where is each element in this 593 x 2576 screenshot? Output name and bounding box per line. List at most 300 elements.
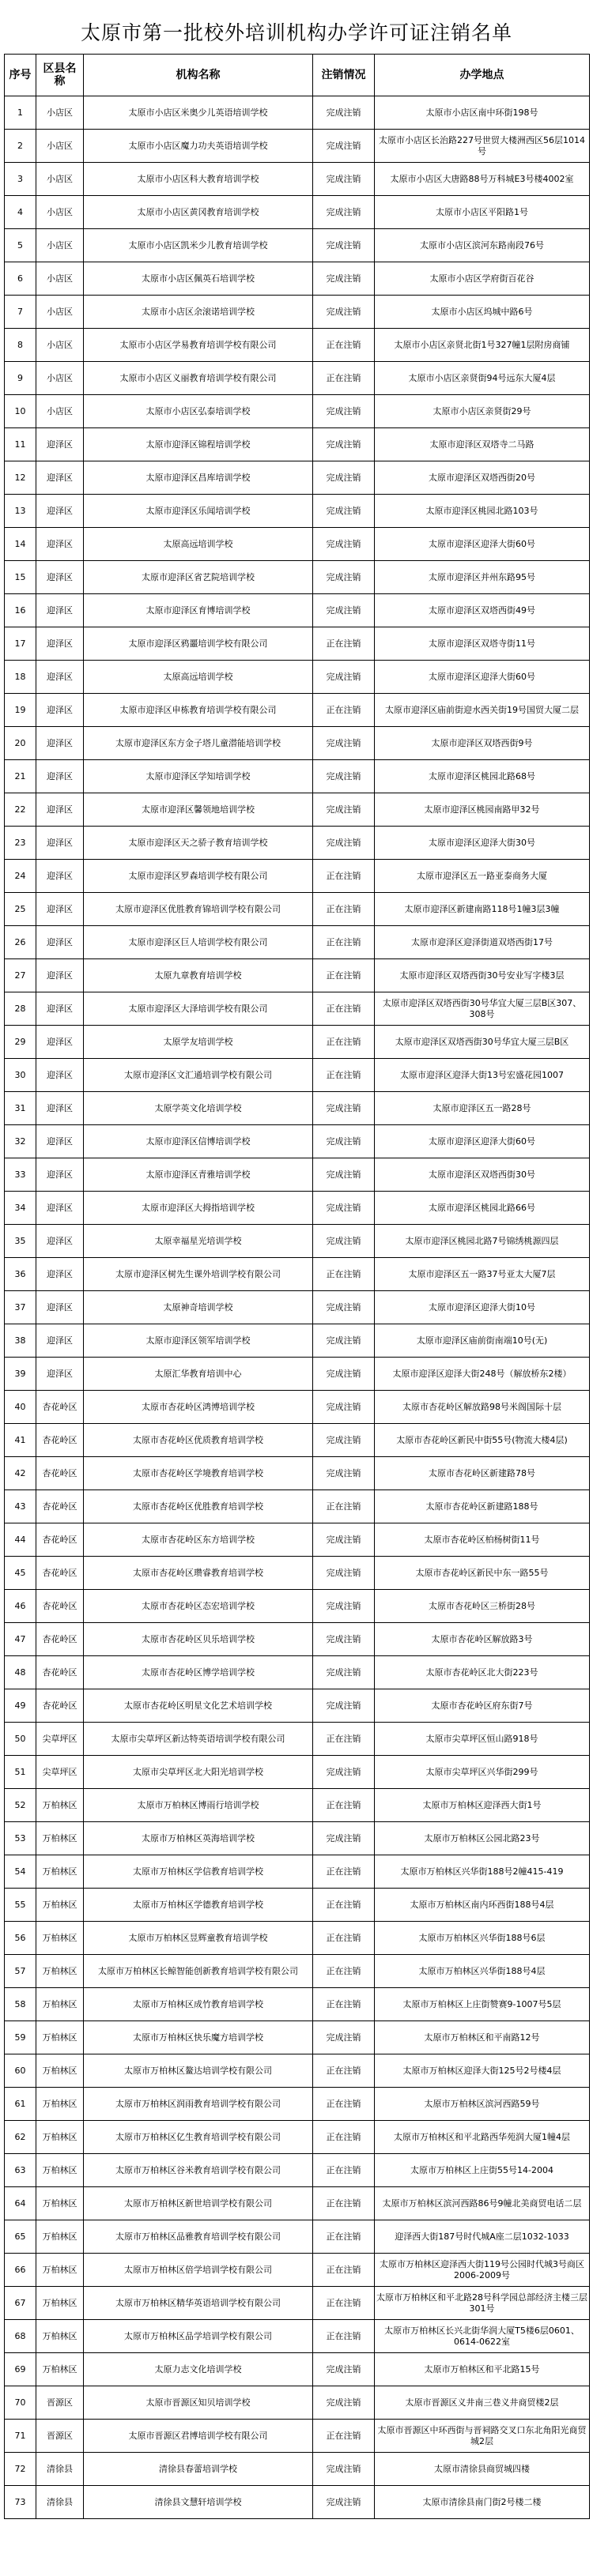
table-row xyxy=(5,1158,590,1192)
table-row xyxy=(5,1988,590,2021)
cell-institution-name: 太原九章教育培训学校 xyxy=(84,959,313,992)
cell-district: 万柏林区 xyxy=(36,2154,84,2187)
cell-status: 完成注销 xyxy=(313,196,375,229)
table-row xyxy=(5,1291,590,1324)
table-row xyxy=(5,1955,590,1988)
cell-index: 55 xyxy=(5,1889,36,1922)
cell-district: 迎泽区 xyxy=(36,428,84,461)
table-row xyxy=(5,2287,590,2320)
cell-district: 迎泽区 xyxy=(36,793,84,827)
cell-district: 迎泽区 xyxy=(36,594,84,627)
cell-status: 完成注销 xyxy=(313,296,375,329)
cell-status: 正在注销 xyxy=(313,362,375,395)
cell-address: 太原市迎泽区桃园南路甲32号 xyxy=(375,793,590,827)
cell-district: 迎泽区 xyxy=(36,827,84,860)
cell-institution-name: 太原市迎泽区馨领地培训学校 xyxy=(84,793,313,827)
table-row xyxy=(5,1125,590,1158)
cell-address: 太原市迎泽区新建南路118号1幢3层3幢 xyxy=(375,893,590,926)
cell-index: 11 xyxy=(5,428,36,461)
cell-district: 杏花岭区 xyxy=(36,1656,84,1689)
cell-district: 迎泽区 xyxy=(36,495,84,528)
cell-district: 迎泽区 xyxy=(36,860,84,893)
cell-district: 小店区 xyxy=(36,96,84,130)
cell-address: 太原市迎泽区迎泽大街60号 xyxy=(375,528,590,561)
cell-district: 迎泽区 xyxy=(36,1026,84,1059)
cell-district: 小店区 xyxy=(36,296,84,329)
cell-status: 完成注销 xyxy=(313,2453,375,2486)
cell-institution-name: 太原市迎泽区乐闻培训学校 xyxy=(84,495,313,528)
cell-status: 完成注销 xyxy=(313,2486,375,2519)
cell-address: 太原市杏花岭区柏杨树街11号 xyxy=(375,1523,590,1557)
cell-district: 万柏林区 xyxy=(36,2187,84,2220)
table-row xyxy=(5,329,590,362)
cell-institution-name: 太原市万柏林区学信教育培训学校 xyxy=(84,1855,313,1889)
table-row xyxy=(5,2386,590,2420)
cell-institution-name: 太原市迎泽区锦程培训学校 xyxy=(84,428,313,461)
cell-index: 70 xyxy=(5,2386,36,2420)
cell-index: 30 xyxy=(5,1059,36,1092)
cell-index: 5 xyxy=(5,229,36,262)
cell-status: 正在注销 xyxy=(313,992,375,1026)
table-row xyxy=(5,461,590,495)
cell-status: 完成注销 xyxy=(313,1590,375,1623)
cell-district: 杏花岭区 xyxy=(36,1623,84,1656)
cell-address: 太原市杏花岭区新民中东一路55号 xyxy=(375,1557,590,1590)
cell-status: 完成注销 xyxy=(313,1457,375,1490)
cell-status: 完成注销 xyxy=(313,1391,375,1424)
cell-institution-name: 太原市迎泽区青雅培训学校 xyxy=(84,1158,313,1192)
cell-status: 完成注销 xyxy=(313,2021,375,2054)
cell-status: 正在注销 xyxy=(313,2420,375,2453)
cell-status: 完成注销 xyxy=(313,1125,375,1158)
table-row xyxy=(5,661,590,694)
cell-district: 小店区 xyxy=(36,262,84,296)
cell-institution-name: 太原市万柏林区品学培训学校有限公司 xyxy=(84,2320,313,2353)
cell-district: 迎泽区 xyxy=(36,1059,84,1092)
cell-institution-name: 太原市晋源区君博培训学校有限公司 xyxy=(84,2420,313,2453)
table-row xyxy=(5,362,590,395)
cell-index: 8 xyxy=(5,329,36,362)
cell-index: 60 xyxy=(5,2054,36,2088)
cell-address: 太原市杏花岭区北大街223号 xyxy=(375,1656,590,1689)
cell-institution-name: 太原市万柏林区长鲸智能创新教育培训学校有限公司 xyxy=(84,1955,313,1988)
table-row xyxy=(5,428,590,461)
cell-address: 太原市尖草坪区兴华街299号 xyxy=(375,1756,590,1789)
table-row xyxy=(5,627,590,661)
cell-status: 正在注销 xyxy=(313,2287,375,2320)
cell-address: 太原市迎泽区双塔寺二马路 xyxy=(375,428,590,461)
cell-status: 完成注销 xyxy=(313,1424,375,1457)
cell-address: 太原市迎泽区五一路37号亚太大厦7层 xyxy=(375,1258,590,1291)
cell-address: 太原市小店区大唐路88号万科城E3号楼4002室 xyxy=(375,163,590,196)
cell-institution-name: 太原市小店区米奥少儿英语培训学校 xyxy=(84,96,313,130)
table-row xyxy=(5,926,590,959)
cell-status: 完成注销 xyxy=(313,495,375,528)
cell-index: 35 xyxy=(5,1225,36,1258)
cell-index: 59 xyxy=(5,2021,36,2054)
cell-index: 57 xyxy=(5,1955,36,1988)
table-header-row xyxy=(5,55,590,96)
cell-address: 太原市迎泽区迎泽街道双塔西街17号 xyxy=(375,926,590,959)
cell-institution-name: 清徐县文慧轩培训学校 xyxy=(84,2486,313,2519)
cell-index: 29 xyxy=(5,1026,36,1059)
cell-institution-name: 太原市杏花岭区优胜教育培训学校 xyxy=(84,1490,313,1523)
cell-institution-name: 太原市小店区魔力功夫英语培训学校 xyxy=(84,130,313,163)
cell-district: 万柏林区 xyxy=(36,1789,84,1822)
cell-status: 正在注销 xyxy=(313,2088,375,2121)
cell-index: 40 xyxy=(5,1391,36,1424)
cell-index: 56 xyxy=(5,1922,36,1955)
cell-index: 39 xyxy=(5,1358,36,1391)
cell-index: 9 xyxy=(5,362,36,395)
cell-status: 正在注销 xyxy=(313,694,375,727)
cell-index: 37 xyxy=(5,1291,36,1324)
cell-status: 完成注销 xyxy=(313,1291,375,1324)
cell-index: 2 xyxy=(5,130,36,163)
cell-index: 49 xyxy=(5,1689,36,1723)
cell-address: 太原市小店区平阳路1号 xyxy=(375,196,590,229)
cell-institution-name: 太原市小店区义丽教育培训学校有限公司 xyxy=(84,362,313,395)
cell-index: 25 xyxy=(5,893,36,926)
cell-index: 28 xyxy=(5,992,36,1026)
cell-institution-name: 太原市杏花岭区贝乐培训学校 xyxy=(84,1623,313,1656)
cell-address: 太原市万柏林区迎泽西大街119号公园时代城3号商区2006-2009号 xyxy=(375,2254,590,2287)
cell-institution-name: 清徐县春蕾培训学校 xyxy=(84,2453,313,2486)
cell-institution-name: 太原市万柏林区英海培训学校 xyxy=(84,1822,313,1855)
cell-status: 完成注销 xyxy=(313,428,375,461)
cell-address: 太原市迎泽区迎泽大街30号 xyxy=(375,827,590,860)
cell-status: 完成注销 xyxy=(313,1092,375,1125)
cell-address: 太原市迎泽区桃园北路7号锦绣桃源四层 xyxy=(375,1225,590,1258)
cell-district: 迎泽区 xyxy=(36,1092,84,1125)
cell-district: 迎泽区 xyxy=(36,1158,84,1192)
cell-index: 43 xyxy=(5,1490,36,1523)
cell-index: 17 xyxy=(5,627,36,661)
cell-district: 迎泽区 xyxy=(36,661,84,694)
cell-address: 太原市迎泽区双塔西街20号 xyxy=(375,461,590,495)
cell-index: 24 xyxy=(5,860,36,893)
table-row xyxy=(5,395,590,428)
cell-district: 万柏林区 xyxy=(36,2353,84,2386)
cell-address: 太原市万柏林区兴华街188号6层 xyxy=(375,1922,590,1955)
table-row xyxy=(5,1358,590,1391)
cell-institution-name: 太原幸福星光培训学校 xyxy=(84,1225,313,1258)
cell-status: 完成注销 xyxy=(313,395,375,428)
cell-address: 太原市小店区亲贤北街1号327幢1层附房商铺 xyxy=(375,329,590,362)
cell-institution-name: 太原市万柏林区品雅教育培训学校有限公司 xyxy=(84,2220,313,2254)
table-row xyxy=(5,296,590,329)
cell-address: 太原市迎泽区迎泽大街60号 xyxy=(375,1125,590,1158)
cell-address: 太原市杏花岭区解放路3号 xyxy=(375,1623,590,1656)
cell-address: 太原市杏花岭区解放路98号米阁国际十层 xyxy=(375,1391,590,1424)
cell-status: 完成注销 xyxy=(313,760,375,793)
cell-index: 38 xyxy=(5,1324,36,1358)
cell-status: 完成注销 xyxy=(313,1225,375,1258)
cell-address: 太原市迎泽区双塔西街30号华宜大厦三层B区 xyxy=(375,1026,590,1059)
cell-district: 迎泽区 xyxy=(36,461,84,495)
cell-index: 50 xyxy=(5,1723,36,1756)
deregistration-table xyxy=(4,54,590,2519)
cell-institution-name: 太原市万柏林区新世培训学校有限公司 xyxy=(84,2187,313,2220)
cell-district: 尖草坪区 xyxy=(36,1723,84,1756)
cell-status: 完成注销 xyxy=(313,727,375,760)
cell-address: 太原市杏花岭区新建路188号 xyxy=(375,1490,590,1523)
cell-institution-name: 太原市杏花岭区优质教育培训学校 xyxy=(84,1424,313,1457)
cell-index: 26 xyxy=(5,926,36,959)
cell-status: 正在注销 xyxy=(313,959,375,992)
cell-status: 完成注销 xyxy=(313,130,375,163)
cell-index: 48 xyxy=(5,1656,36,1689)
table-row xyxy=(5,1590,590,1623)
cell-index: 72 xyxy=(5,2453,36,2486)
cell-institution-name: 太原市迎泽区申栋教育培训学校有限公司 xyxy=(84,694,313,727)
cell-institution-name: 太原市小店区黄冈教育培训学校 xyxy=(84,196,313,229)
cell-status: 完成注销 xyxy=(313,1822,375,1855)
cell-address: 太原市杏花岭区新民中街55号(物流大楼4层) xyxy=(375,1424,590,1457)
cell-institution-name: 太原市万柏林区快乐魔方培训学校 xyxy=(84,2021,313,2054)
table-row xyxy=(5,561,590,594)
cell-institution-name: 太原市迎泽区领军培训学校 xyxy=(84,1324,313,1358)
cell-index: 52 xyxy=(5,1789,36,1822)
cell-address: 太原市万柏林区兴华街188号4层 xyxy=(375,1955,590,1988)
cell-address: 太原市尖草坪区恒山路918号 xyxy=(375,1723,590,1756)
cell-district: 迎泽区 xyxy=(36,992,84,1026)
cell-institution-name: 太原市迎泽区东方金子塔儿童潜能培训学校 xyxy=(84,727,313,760)
cell-index: 22 xyxy=(5,793,36,827)
cell-institution-name: 太原市小店区弘泰培训学校 xyxy=(84,395,313,428)
cell-address: 迎泽西大街187号时代城A座二层1032-1033 xyxy=(375,2220,590,2254)
cell-district: 晋源区 xyxy=(36,2386,84,2420)
cell-status: 完成注销 xyxy=(313,96,375,130)
cell-district: 万柏林区 xyxy=(36,1822,84,1855)
cell-address: 太原市万柏林区迎泽西大街1号 xyxy=(375,1789,590,1822)
cell-district: 杏花岭区 xyxy=(36,1490,84,1523)
cell-status: 完成注销 xyxy=(313,1656,375,1689)
table-row xyxy=(5,1789,590,1822)
cell-district: 迎泽区 xyxy=(36,1291,84,1324)
cell-address: 太原市迎泽区迎泽大街13号宏盛花园1007 xyxy=(375,1059,590,1092)
cell-address: 太原市迎泽区迎泽大街60号 xyxy=(375,661,590,694)
cell-address: 太原市万柏林区和平北路西华苑润大厦1幢4层 xyxy=(375,2121,590,2154)
cell-institution-name: 太原市万柏林区倍学培训学校有限公司 xyxy=(84,2254,313,2287)
table-row xyxy=(5,694,590,727)
cell-district: 迎泽区 xyxy=(36,1358,84,1391)
header-name: 机构名称 xyxy=(84,55,313,96)
cell-address: 太原市小店区滨河东路南段76号 xyxy=(375,229,590,262)
cell-index: 36 xyxy=(5,1258,36,1291)
cell-index: 64 xyxy=(5,2187,36,2220)
cell-institution-name: 太原神奇培训学校 xyxy=(84,1291,313,1324)
cell-status: 正在注销 xyxy=(313,926,375,959)
cell-district: 万柏林区 xyxy=(36,1855,84,1889)
table-row xyxy=(5,1490,590,1523)
cell-address: 太原市小店区长治路227号世贸大楼洲西区56层1014号 xyxy=(375,130,590,163)
cell-district: 迎泽区 xyxy=(36,893,84,926)
cell-status: 正在注销 xyxy=(313,627,375,661)
cell-status: 完成注销 xyxy=(313,561,375,594)
cell-address: 太原市迎泽区五一路28号 xyxy=(375,1092,590,1125)
cell-index: 23 xyxy=(5,827,36,860)
table-row xyxy=(5,992,590,1026)
cell-district: 小店区 xyxy=(36,229,84,262)
cell-index: 65 xyxy=(5,2220,36,2254)
cell-status: 完成注销 xyxy=(313,1689,375,1723)
cell-district: 万柏林区 xyxy=(36,2121,84,2154)
cell-institution-name: 太原市杏花岭区学境教育培训学校 xyxy=(84,1457,313,1490)
cell-index: 31 xyxy=(5,1092,36,1125)
cell-index: 21 xyxy=(5,760,36,793)
cell-address: 太原市迎泽区迎泽大街10号 xyxy=(375,1291,590,1324)
cell-index: 63 xyxy=(5,2154,36,2187)
cell-institution-name: 太原市万柏林区昱辉童教育培训学校 xyxy=(84,1922,313,1955)
table-row xyxy=(5,2220,590,2254)
cell-index: 47 xyxy=(5,1623,36,1656)
cell-index: 10 xyxy=(5,395,36,428)
cell-status: 正在注销 xyxy=(313,1723,375,1756)
cell-status: 正在注销 xyxy=(313,329,375,362)
cell-index: 62 xyxy=(5,2121,36,2154)
cell-address: 太原市杏花岭区新建路78号 xyxy=(375,1457,590,1490)
cell-status: 完成注销 xyxy=(313,229,375,262)
cell-district: 万柏林区 xyxy=(36,1988,84,2021)
cell-district: 万柏林区 xyxy=(36,2320,84,2353)
table-row xyxy=(5,860,590,893)
cell-address: 太原市小店区亲贤街94号远东大厦4层 xyxy=(375,362,590,395)
cell-address: 太原市迎泽区双塔寺街11号 xyxy=(375,627,590,661)
cell-address: 太原市万柏林区南内环西街188号4层 xyxy=(375,1889,590,1922)
table-row xyxy=(5,1523,590,1557)
cell-status: 完成注销 xyxy=(313,1557,375,1590)
cell-district: 杏花岭区 xyxy=(36,1457,84,1490)
cell-status: 完成注销 xyxy=(313,2353,375,2386)
cell-status: 正在注销 xyxy=(313,2054,375,2088)
cell-district: 迎泽区 xyxy=(36,528,84,561)
cell-institution-name: 太原市万柏林区鳌达培训学校有限公司 xyxy=(84,2054,313,2088)
cell-status: 完成注销 xyxy=(313,1192,375,1225)
cell-institution-name: 太原市杏花岭区明星文化艺术培训学校 xyxy=(84,1689,313,1723)
cell-district: 杏花岭区 xyxy=(36,1424,84,1457)
table-row xyxy=(5,893,590,926)
cell-institution-name: 太原高远培训学校 xyxy=(84,528,313,561)
table-row xyxy=(5,1258,590,1291)
cell-institution-name: 太原市小店区佩英石培训学校 xyxy=(84,262,313,296)
cell-institution-name: 太原市杏花岭区博学培训学校 xyxy=(84,1656,313,1689)
cell-status: 正在注销 xyxy=(313,1889,375,1922)
cell-status: 正在注销 xyxy=(313,1955,375,1988)
cell-district: 迎泽区 xyxy=(36,561,84,594)
cell-institution-name: 太原市迎泽区信博培训学校 xyxy=(84,1125,313,1158)
cell-institution-name: 太原市迎泽区育博培训学校 xyxy=(84,594,313,627)
cell-district: 万柏林区 xyxy=(36,2021,84,2054)
cell-address: 太原市万柏林区和平北路15号 xyxy=(375,2353,590,2386)
cell-index: 67 xyxy=(5,2287,36,2320)
cell-address: 太原市迎泽区五一路亚泰商务大厦 xyxy=(375,860,590,893)
cell-institution-name: 太原市万柏林区学德教育培训学校 xyxy=(84,1889,313,1922)
cell-index: 19 xyxy=(5,694,36,727)
cell-institution-name: 太原市小店区科大教育培训学校 xyxy=(84,163,313,196)
table-row xyxy=(5,528,590,561)
table-row xyxy=(5,2420,590,2453)
cell-status: 完成注销 xyxy=(313,1158,375,1192)
cell-institution-name: 太原市迎泽区罗森培训学校有限公司 xyxy=(84,860,313,893)
cell-address: 太原市万柏林区兴华街188号2幢415-419 xyxy=(375,1855,590,1889)
table-row xyxy=(5,1092,590,1125)
table-row xyxy=(5,1623,590,1656)
table-row xyxy=(5,495,590,528)
cell-index: 46 xyxy=(5,1590,36,1623)
cell-institution-name: 太原市迎泽区巨人培训学校有限公司 xyxy=(84,926,313,959)
cell-status: 正在注销 xyxy=(313,1059,375,1092)
header-index: 序号 xyxy=(5,55,36,96)
cell-district: 迎泽区 xyxy=(36,627,84,661)
cell-index: 42 xyxy=(5,1457,36,1490)
cell-index: 13 xyxy=(5,495,36,528)
cell-institution-name: 太原市迎泽区大泽培训学校有限公司 xyxy=(84,992,313,1026)
cell-address: 太原市万柏林区和平南路12号 xyxy=(375,2021,590,2054)
cell-index: 3 xyxy=(5,163,36,196)
cell-status: 正在注销 xyxy=(313,2187,375,2220)
table-row xyxy=(5,1324,590,1358)
cell-status: 完成注销 xyxy=(313,1358,375,1391)
cell-institution-name: 太原市小店区凯米少儿教育培训学校 xyxy=(84,229,313,262)
cell-status: 完成注销 xyxy=(313,262,375,296)
table-row xyxy=(5,196,590,229)
cell-institution-name: 太原市杏花岭区鸿博培训学校 xyxy=(84,1391,313,1424)
cell-institution-name: 太原市迎泽区昌库培训学校 xyxy=(84,461,313,495)
header-district: 区县名称 xyxy=(36,55,84,96)
cell-status: 正在注销 xyxy=(313,1490,375,1523)
cell-institution-name: 太原市迎泽区树先生课外培训学校有限公司 xyxy=(84,1258,313,1291)
cell-institution-name: 太原市万柏林区成竹教育培训学校 xyxy=(84,1988,313,2021)
cell-address: 太原市迎泽区桃园北路66号 xyxy=(375,1192,590,1225)
cell-status: 正在注销 xyxy=(313,1922,375,1955)
cell-status: 正在注销 xyxy=(313,860,375,893)
cell-institution-name: 太原市杏花岭区东方培训学校 xyxy=(84,1523,313,1557)
cell-index: 73 xyxy=(5,2486,36,2519)
cell-status: 完成注销 xyxy=(313,528,375,561)
table-row xyxy=(5,594,590,627)
cell-institution-name: 太原市迎泽区省艺院培训学校 xyxy=(84,561,313,594)
table-row xyxy=(5,1656,590,1689)
cell-status: 完成注销 xyxy=(313,1324,375,1358)
cell-institution-name: 太原市万柏林区润雨教育培训学校有限公司 xyxy=(84,2088,313,2121)
cell-district: 杏花岭区 xyxy=(36,1557,84,1590)
cell-address: 太原市迎泽区双塔西街30号安业写字楼3层 xyxy=(375,959,590,992)
cell-status: 完成注销 xyxy=(313,1623,375,1656)
table-row xyxy=(5,959,590,992)
cell-district: 杏花岭区 xyxy=(36,1689,84,1723)
cell-status: 正在注销 xyxy=(313,1855,375,1889)
cell-institution-name: 太原市迎泽区鸦噩培训学校有限公司 xyxy=(84,627,313,661)
cell-index: 12 xyxy=(5,461,36,495)
cell-address: 太原市迎泽区庙前街迎水西关街19号国贸大厦二层 xyxy=(375,694,590,727)
table-row xyxy=(5,1756,590,1789)
cell-district: 杏花岭区 xyxy=(36,1391,84,1424)
cell-index: 54 xyxy=(5,1855,36,1889)
cell-institution-name: 太原市晋源区知贝培训学校 xyxy=(84,2386,313,2420)
cell-address: 太原市万柏林区公园北路23号 xyxy=(375,1822,590,1855)
table-row xyxy=(5,1026,590,1059)
table-row xyxy=(5,2021,590,2054)
cell-institution-name: 太原市杏花岭区瓒睿教育培训学校 xyxy=(84,1557,313,1590)
cell-institution-name: 太原市尖草坪区新达特英语培训学校有限公司 xyxy=(84,1723,313,1756)
cell-institution-name: 太原市万柏林区博雨行培训学校 xyxy=(84,1789,313,1822)
cell-address: 太原市万柏林区上庄街55号14-2004 xyxy=(375,2154,590,2187)
cell-address: 太原市清徐县南门街2号楼二楼 xyxy=(375,2486,590,2519)
table-row xyxy=(5,2320,590,2353)
table-row xyxy=(5,1922,590,1955)
cell-address: 太原市迎泽区双塔西街30号华宜大厦三层B区307、308号 xyxy=(375,992,590,1026)
